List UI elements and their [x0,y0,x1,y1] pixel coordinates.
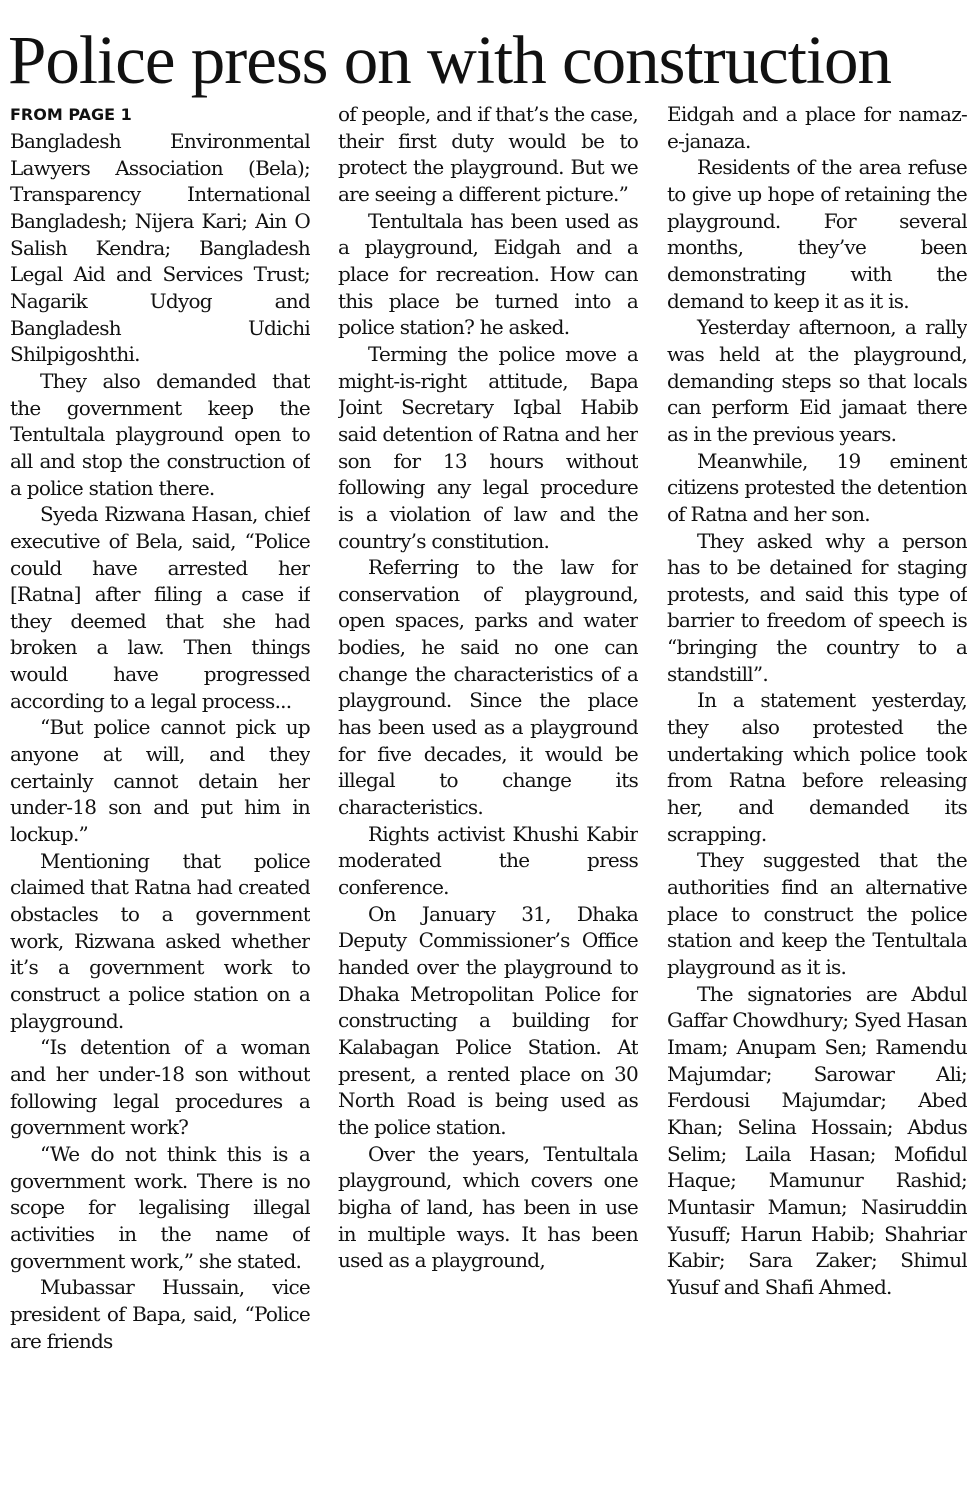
paragraph: Eidgah and a place for namaz-e-janaza. [667,102,967,153]
paragraph: “But police cannot pick up anyone at will, and they certainly cannot detain her under-18 son and put him in lockup.” [10,715,310,847]
paragraph: They suggested that the authorities find an alternative place to construct the police station and keep the Tentultala playground as it is. [667,848,967,979]
paragraph: Residents of the area refuse to give up hope of retaining the playground. For several months, they’ve been demonstrating with the demand to keep it as it is. [667,155,967,313]
paragraph: Rights activist Khushi Kabir moderated the press conference. [338,821,638,900]
paragraph: Mentioning that police claimed that Ratna had created obstacles to a government work, Rizwana asked whether it’s a government work to construct a police station on a playground. [10,848,310,1033]
article-column-3 [667,101,967,1499]
kicker: FROM PAGE 1 [10,105,132,124]
paragraph: They also demanded that the government keep the Tentultala playground open to all and stop the construction of a police station there. [10,368,310,500]
paragraph: Terming the police move a might-is-right attitude, Bapa Joint Secretary Iqbal Habib said detention of Ratna and her son for 13 hours without following any legal procedure is a violation of law and the country’s constitution. [338,341,638,553]
article-column-2 [338,101,638,1499]
article-column-1 [10,101,310,1499]
paragraph: Mubassar Hussain, vice president of Bapa, said, “Police are friends [10,1275,310,1353]
paragraph: of people, and if that’s the case, their first duty would be to protect the playground. But we are seeing a different picture.” [338,102,638,206]
paragraph: Referring to the law for conservation of playground, open spaces, parks and water bodies, he said no one can change the characteristics of a playground. Since the place has been used as a playground for five decades, it would be illegal to change its characteristics. [338,555,638,820]
paragraph: The signatories are Abdul Gaffar Chowdhury; Syed Hasan Imam; Anupam Sen; Ramendu Majumdar; Sarowar Ali; Ferdousi Majumdar; Abed Khan; Selina Hossain; Abdus Selim; Laila Hasan; Mofidul Haque; Mamunur Rashid; Muntasir Mamun; Nasiruddin Yusuff; Harun Habib; Shahriar Kabir; Sara Zaker; Shimul Yusuf and Shafi Ahmed. [667,981,967,1299]
paragraph: Syeda Rizwana Hasan, chief executive of Bela, said, “Police could have arrested her [Ratna] after filing a case if they deemed that she had broken a law. Then things would have progressed according to a legal process... [10,502,310,713]
paragraph: Yesterday afternoon, a rally was held at the playground, demanding steps so that locals can perform Eid jamaat there as in the previous years. [667,315,967,446]
paragraph: Bangladesh Environmental Lawyers Association (Bela); Transparency International Bangladesh; Nijera Kari; Ain O Salish Kendra; Bangladesh Legal Aid and Services Trust; Nagarik Udyog and Bangladesh Udichi Shilpigoshthi. [10,129,310,367]
paragraph: “Is detention of a woman and her under-18 son without following legal procedures a government work? [10,1035,310,1140]
headline: Police press on with construction [8,22,892,98]
paragraph: Meanwhile, 19 eminent citizens protested the detention of Ratna and her son. [667,448,967,526]
paragraph: On January 31, Dhaka Deputy Commissioner’s Office handed over the playground to Dhaka Metropolitan Police for constructing a building for Kalabagan Police Station. At present, a rented place on 30 North Road is being used as the police station. [338,901,638,1139]
paragraph: “We do not think this is a government work. There is no scope for legalising illegal activities in the name of government work,” she stated. [10,1141,310,1273]
paragraph: In a statement yesterday, they also protested the undertaking which police took from Ratna before releasing her, and demanded its scrapping. [667,688,967,846]
paragraph: Over the years, Tentultala playground, which covers one bigha of land, has been in use in multiple ways. It has been used as a playground, [338,1141,638,1273]
paragraph: They asked why a person has to be detained for staging protests, and said this type of barrier to freedom of speech is “bringing the country to a standstill”. [667,528,967,686]
paragraph: Tentultala has been used as a playground, Eidgah and a place for recreation. How can this place be turned into a police station? he asked. [338,208,638,340]
